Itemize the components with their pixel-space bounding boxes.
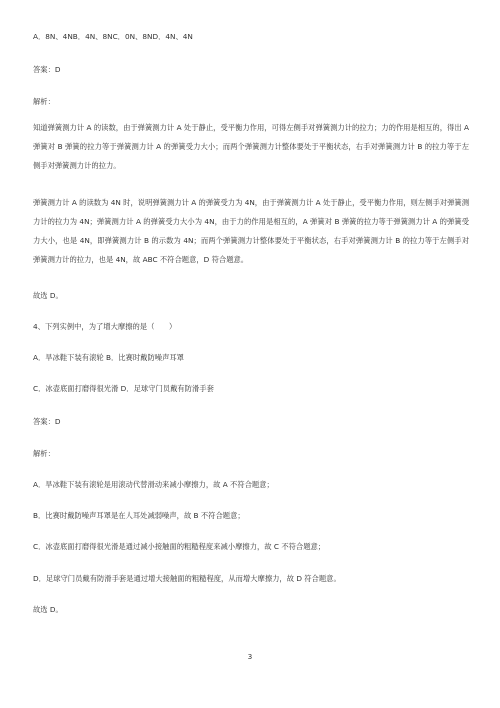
q3-analysis-paragraph-1: 知道弹簧测力计 A 的读数，由于弹簧测力计 A 处于静止，受平衡力作用，可得左侧手对弹簧测力计的拉力；力的作用是相互的，得出 A 弹簧对 B 弹簧的拉力等于弹簧测力计 A 的弹簧受力大小；而两个弹簧测力计整体要处于平衡状态，右手对弹簧测力计 B 的拉力等于左侧手对弹簧测力计的拉力。 (33, 123, 469, 170)
q3-analysis-label: 解析： (33, 97, 55, 106)
q4-analysis-c: C．冰壶底面打磨得很光滑是通过减小接触面的粗糙程度来减小摩擦力，故 C 不符合题意； (33, 542, 326, 551)
q4-analysis-b: B．比赛时戴防噪声耳罩是在人耳处减弱噪声，故 B 不符合题意； (33, 511, 245, 520)
q3-analysis-paragraph-2: 弹簧测力计 A 的读数为 4N 时，说明弹簧测力计 A 的弹簧受力为 4N，由于弹簧测力计 A 处于静止，受平衡力作用，则左侧手对弹簧测力计的拉力为 4N；弹簧测力计 A 的弹簧受力大小为 4N，由于力的作用是相互的，A 弹簧对 B 弹簧的拉力等于弹簧测力计 A 的弹簧受力大小，也是 4N，即弹簧测力计 B 的示数为 4N；而两个弹簧测力计整体要处于平衡状态，右手对弹簧测力计 B 的拉力等于左侧手对弹簧测力计的拉力，也是 4N，故 ABC 不符合题意，D 符合题意。 (33, 198, 469, 264)
q4-options-ab: A．旱冰鞋下装有滚轮 B．比赛时戴防噪声耳罩 (33, 353, 184, 362)
q3-conclusion: 故选 D。 (33, 291, 63, 300)
q4-analysis-label: 解析： (33, 449, 55, 458)
q4-analysis-a: A．旱冰鞋下装有滚轮是用滚动代替滑动来减小摩擦力，故 A 不符合题意； (33, 480, 274, 489)
page-number: 3 (247, 652, 253, 661)
q4-conclusion: 故选 D。 (33, 605, 63, 614)
q4-analysis-d: D．足球守门员戴有防滑手套是通过增大接触面的粗糙程度，从而增大摩擦力，故 D 符合题意。 (33, 574, 341, 583)
question-4: 4、下列实例中，为了增大摩擦的是（ ） (33, 322, 177, 331)
q3-options: A．8N、4NB．4N、8NC．0N、8ND．4N、4N (33, 32, 193, 41)
q4-options-cd: C．冰壶底面打磨得很光滑 D．足球守门员戴有防滑手套 (33, 384, 214, 393)
q4-answer: 答案：D (33, 417, 61, 426)
q3-answer: 答案：D (33, 65, 61, 74)
